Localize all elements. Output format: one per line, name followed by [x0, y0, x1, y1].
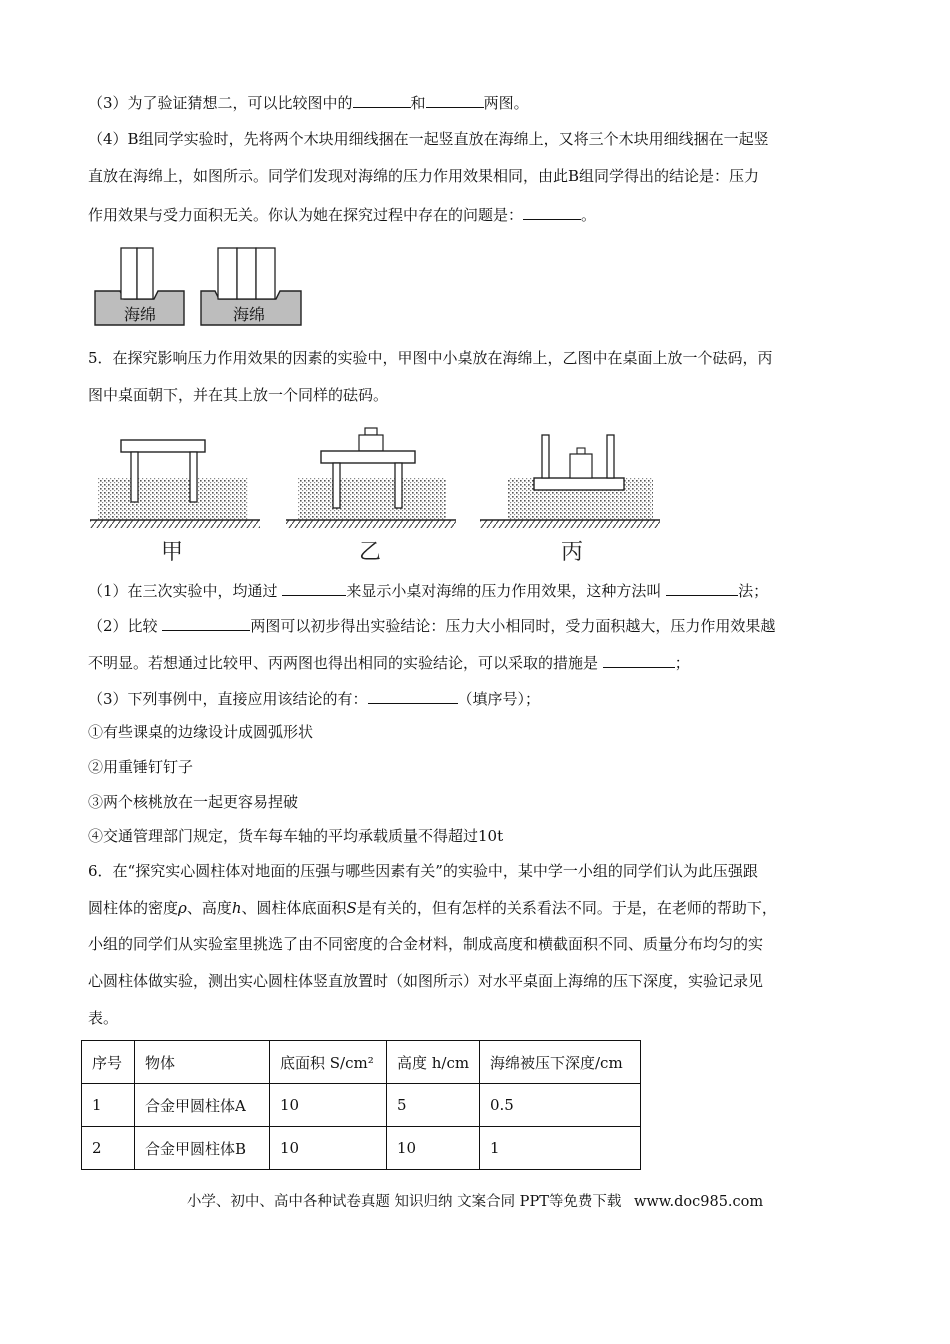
sponge	[98, 478, 248, 520]
wood-block	[137, 248, 153, 299]
answer-blank[interactable]	[282, 580, 346, 596]
footer-url[interactable]: www.doc985.com	[633, 1194, 764, 1210]
q5-part3-prefix: （3）下列事例中，直接应用该结论的有：	[88, 690, 368, 708]
table-leg	[395, 463, 402, 508]
q5-part3	[88, 688, 540, 709]
table-header-cell: 序号	[82, 1041, 135, 1084]
table-leg	[607, 435, 614, 478]
symbol-rho: ρ	[178, 899, 187, 917]
table-cell: 10	[270, 1084, 387, 1127]
wood-block	[237, 248, 256, 299]
answer-blank[interactable]	[426, 92, 484, 108]
q4-part4-line2: 直放在海绵上，如图所示。同学们发现对海绵的压力作用效果相同，由此B组同学得出的结论是：压力	[88, 167, 760, 185]
table-cell: 1	[82, 1084, 135, 1127]
footer-text: 小学、初中、高中各种试卷真题 知识归纳 文案合同 PPT等免费下载	[186, 1194, 622, 1210]
q5-part1	[88, 580, 768, 601]
q4-part4-line3-prefix: 作用效果与受力面积无关。你认为她在探究过程中存在的问题是：	[88, 206, 524, 224]
table-header-row	[82, 1041, 641, 1084]
q5-option: ②用重锤钉钉子	[88, 758, 194, 776]
table-header-cell: 海绵被压下深度/cm	[480, 1041, 641, 1084]
sponge	[298, 478, 446, 520]
table-leg	[190, 452, 197, 502]
table-leg	[333, 463, 340, 508]
answer-blank[interactable]	[523, 204, 581, 220]
q5-stem-line1: 5．在探究影响压力作用效果的因素的实验中，甲图中小桌放在海绵上，乙图中在桌面上放一个砝码，丙	[88, 349, 773, 367]
table-cell: 合金甲圆柱体A	[135, 1084, 270, 1127]
symbol-h: h	[231, 899, 242, 917]
table-cell: 10	[270, 1127, 387, 1170]
q5-option: ①有些课桌的边缘设计成圆弧形状	[88, 723, 314, 741]
table-cell: 0.5	[480, 1084, 641, 1127]
q5-part2-line1	[88, 615, 775, 636]
q5-option: ③两个核桃放在一起更容易捏破	[88, 793, 299, 811]
q6-line2-text: 、圆柱体底面积	[241, 899, 347, 917]
page-footer	[0, 1190, 950, 1211]
table-leg	[542, 435, 549, 478]
table-header-cell: 物体	[135, 1041, 270, 1084]
q5-part2-mid: 两图可以初步得出实验结论：压力大小相同时，受力面积越大，压力作用效果越	[250, 617, 776, 635]
table-cell: 1	[480, 1127, 641, 1170]
answer-blank[interactable]	[353, 92, 411, 108]
table-top	[121, 440, 205, 452]
answer-blank[interactable]	[666, 580, 738, 596]
table-header-cell: 底面积 S/cm²	[270, 1041, 387, 1084]
table-leg	[131, 452, 138, 502]
q4-part4-line3-suffix: 。	[581, 206, 597, 224]
table-cell: 2	[82, 1127, 135, 1170]
weight	[570, 454, 592, 478]
wood-block	[218, 248, 237, 299]
sponge-label-right: 海绵	[232, 305, 266, 324]
q6-line3: 小组的同学们从实验室里挑选了由不同密度的合金材料，制成高度和横截面积不同、质量分布均匀的实	[88, 935, 764, 953]
table-top	[321, 451, 415, 463]
q4-sponge-figure	[94, 244, 304, 328]
q5-part1-suffix: 法；	[738, 582, 769, 600]
q6-line2-text: 圆柱体的密度	[88, 899, 179, 917]
weight	[359, 435, 383, 451]
label-yi: 乙	[358, 540, 382, 565]
table-top-inverted	[534, 478, 624, 490]
table-header-cell: 高度 h/cm	[387, 1041, 480, 1084]
q6-line2-text: 、高度	[186, 899, 232, 917]
q4-part3	[88, 92, 529, 113]
table-cell: 10	[387, 1127, 480, 1170]
q5-part3-suffix: （填序号）；	[457, 690, 541, 708]
q5-part1-mid: 来显示小桌对海绵的压力作用效果，这种方法叫	[346, 582, 667, 600]
q6-line2	[88, 898, 777, 918]
q4-part4-line3	[88, 204, 596, 225]
q4-part3-suffix: 两图。	[483, 94, 529, 112]
wood-block	[121, 248, 137, 299]
q6-line5: 表。	[88, 1009, 119, 1027]
q4-part3-mid: 和	[410, 94, 426, 112]
table-row	[82, 1084, 641, 1127]
results-table	[81, 1040, 641, 1170]
table-cell: 合金甲圆柱体B	[135, 1127, 270, 1170]
answer-blank[interactable]	[368, 688, 458, 704]
symbol-s: S	[346, 899, 357, 917]
q5-part2-line2	[88, 652, 690, 673]
ground-hatch	[480, 520, 660, 528]
weight	[577, 448, 585, 454]
table-row	[82, 1127, 641, 1170]
q5-stem-line2: 图中桌面朝下，并在其上放一个同样的砝码。	[88, 386, 389, 404]
weight	[365, 428, 377, 435]
q6-line4: 心圆柱体做实验，测出实心圆柱体竖直放置时（如图所示）对水平桌面上海绵的压下深度，实验记录见	[88, 972, 764, 990]
sponge-label-left: 海绵	[123, 305, 157, 324]
answer-blank[interactable]	[603, 652, 675, 668]
label-bing: 丙	[560, 540, 584, 565]
label-jia: 甲	[160, 540, 184, 565]
table-cell: 5	[387, 1084, 480, 1127]
setup-yi	[286, 428, 456, 565]
answer-blank[interactable]	[162, 615, 250, 631]
setup-bing	[480, 435, 660, 565]
ground-hatch	[286, 520, 456, 528]
q4-part4-line1: （4）B组同学实验时，先将两个木块用细线捆在一起竖直放在海绵上，又将三个木块用细线捆在一起竖	[88, 130, 769, 148]
q5-option: ④交通管理部门规定，货车每车轴的平均承载质量不得超过10t	[88, 827, 504, 845]
q5-part2-prefix: （2）比较	[88, 617, 163, 635]
q5-part2-line2-prefix: 不明显。若想通过比较甲、丙两图也得出相同的实验结论，可以采取的措施是	[88, 654, 603, 672]
q6-line2-text: 是有关的，但有怎样的关系看法不同。于是，在老师的帮助下，	[356, 899, 777, 917]
q5-table-figure	[88, 428, 668, 568]
q6-line1: 6．在“探究实心圆柱体对地面的压强与哪些因素有关”的实验中，某中学一小组的同学们认为此压强跟	[88, 862, 758, 880]
setup-jia	[90, 440, 260, 565]
wood-block	[256, 248, 275, 299]
q5-part1-prefix: （1）在三次实验中，均通过	[88, 582, 283, 600]
q4-part3-prefix: （3）为了验证猜想二，可以比较图中的	[88, 94, 353, 112]
q5-part2-line2-suffix: ；	[674, 654, 690, 672]
ground-hatch	[90, 520, 260, 528]
